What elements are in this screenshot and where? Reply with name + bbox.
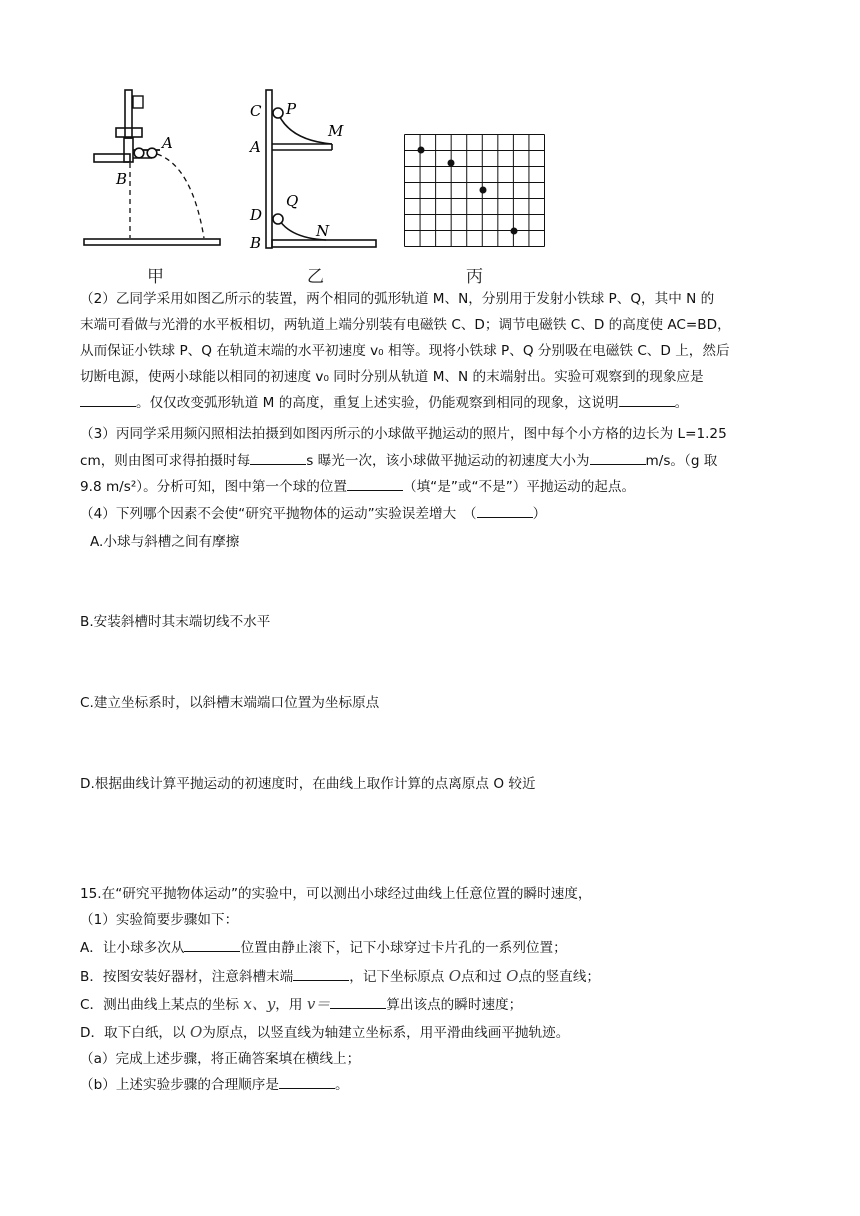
- q15-step-a: A．让小球多次从 位置由静止滚下，记下小球穿过卡片孔的一系列位置；: [80, 937, 780, 959]
- answer-blank[interactable]: [330, 994, 386, 1009]
- q15-b: （b）上述实验步骤的合理顺序是 。: [80, 1074, 780, 1096]
- label-D: D: [250, 206, 263, 224]
- answer-blank[interactable]: [250, 450, 306, 465]
- q4-option-b: B.安装斜槽时其末端切线不水平: [80, 614, 271, 630]
- q4-stem: （4）下列哪个因素不会使“研究平抛物体的运动”实验误差增大 （ ）: [80, 503, 780, 525]
- figure-jia: [80, 86, 230, 256]
- flash-ball-3: [480, 187, 487, 194]
- caption-yi: 乙: [307, 267, 324, 287]
- q4-option-d: D.根据曲线计算平抛运动的初速度时，在曲线上取作计算的点离原点 O 较近: [80, 776, 536, 792]
- q2-line-1: （2）乙同学采用如图乙所示的装置，两个相同的弧形轨道 M、N，分别用于发射小铁球 P、Q，其中 N 的: [80, 291, 715, 307]
- answer-blank[interactable]: [184, 937, 240, 952]
- q3-line-1: （3）丙同学采用频闪照相法拍摄到如图丙所示的小球做平抛运动的照片，图中每个小方格的边长为 L=1.25: [80, 426, 727, 442]
- label-Q: Q: [286, 192, 299, 210]
- label-M: M: [328, 122, 344, 140]
- q2-line-3: 从而保证小铁球 P、Q 在轨道末端的水平初速度 v₀ 相等。现将小铁球 P、Q 分别吸在电磁铁 C、D 上，然后: [80, 343, 730, 359]
- answer-blank[interactable]: [619, 392, 675, 407]
- q4-option-c: C.建立坐标系时，以斜槽末端端口位置为坐标原点: [80, 695, 380, 711]
- label-C: C: [250, 102, 262, 120]
- caption-bing: 丙: [466, 267, 483, 287]
- label-A: A: [162, 134, 173, 152]
- caption-jia: 甲: [147, 267, 164, 287]
- answer-blank[interactable]: [347, 476, 403, 491]
- answer-blank[interactable]: [80, 392, 136, 407]
- label-P: P: [286, 100, 297, 118]
- q4-option-a: A.小球与斜槽之间有摩擦: [90, 534, 240, 550]
- q15-step-d: D．取下白纸，以 O为原点，以竖直线为轴建立坐标系，用平滑曲线画平抛轨迹。: [80, 1023, 570, 1041]
- answer-blank[interactable]: [279, 1074, 335, 1089]
- q15-sub1: （1）实验简要步骤如下：: [80, 912, 239, 928]
- label-N: N: [316, 222, 330, 240]
- q15-step-c: C．测出曲线上某点的坐标 x、y，用 v＝ 算出该点的瞬时速度；: [80, 995, 523, 1013]
- answer-blank[interactable]: [590, 450, 646, 465]
- q2-line-2: 末端可看做与光滑的水平板相切，两轨道上端分别装有电磁铁 C、D；调节电磁铁 C、D 的高度使 AC=BD，: [80, 317, 731, 333]
- figure-bing: [404, 134, 546, 248]
- flash-ball-1: [418, 147, 425, 154]
- answer-blank[interactable]: [477, 503, 533, 518]
- q2-line-4: 切断电源，使两小球能以相同的初速度 v₀ 同时分别从轨道 M、N 的末端射出。实验可观察到的现象应是: [80, 369, 704, 385]
- label-B: B: [116, 170, 128, 188]
- q15-step-b: B．按图安装好器材，注意斜槽末端 ，记下坐标原点 O点和过 O点的竖直线；: [80, 967, 601, 985]
- answer-blank[interactable]: [293, 966, 349, 981]
- q3-line-3: 9.8 m/s²）。分析可知，图中第一个球的位置 （填“是”或“不是”）平抛运动的起点。: [80, 476, 780, 498]
- figure-yi: [246, 86, 386, 256]
- q15-a: （a）完成上述步骤，将正确答案填在横线上；: [80, 1051, 361, 1067]
- label-B2: B: [250, 234, 262, 252]
- flash-ball-2: [448, 160, 455, 167]
- q3-line-2: cm，则由图可求得拍摄时每 s 曝光一次，该小球做平抛运动的初速度大小为 m/s。（g 取: [80, 450, 780, 472]
- q15-title: 15.在“研究平抛物体运动”的实验中，可以测出小球经过曲线上任意位置的瞬时速度，: [80, 886, 592, 902]
- q2-line-5: 。仅仅改变弧形轨道 M 的高度，重复上述实验，仍能观察到相同的现象，这说明 。: [80, 392, 780, 414]
- flash-ball-4: [511, 228, 518, 235]
- label-A2: A: [250, 138, 261, 156]
